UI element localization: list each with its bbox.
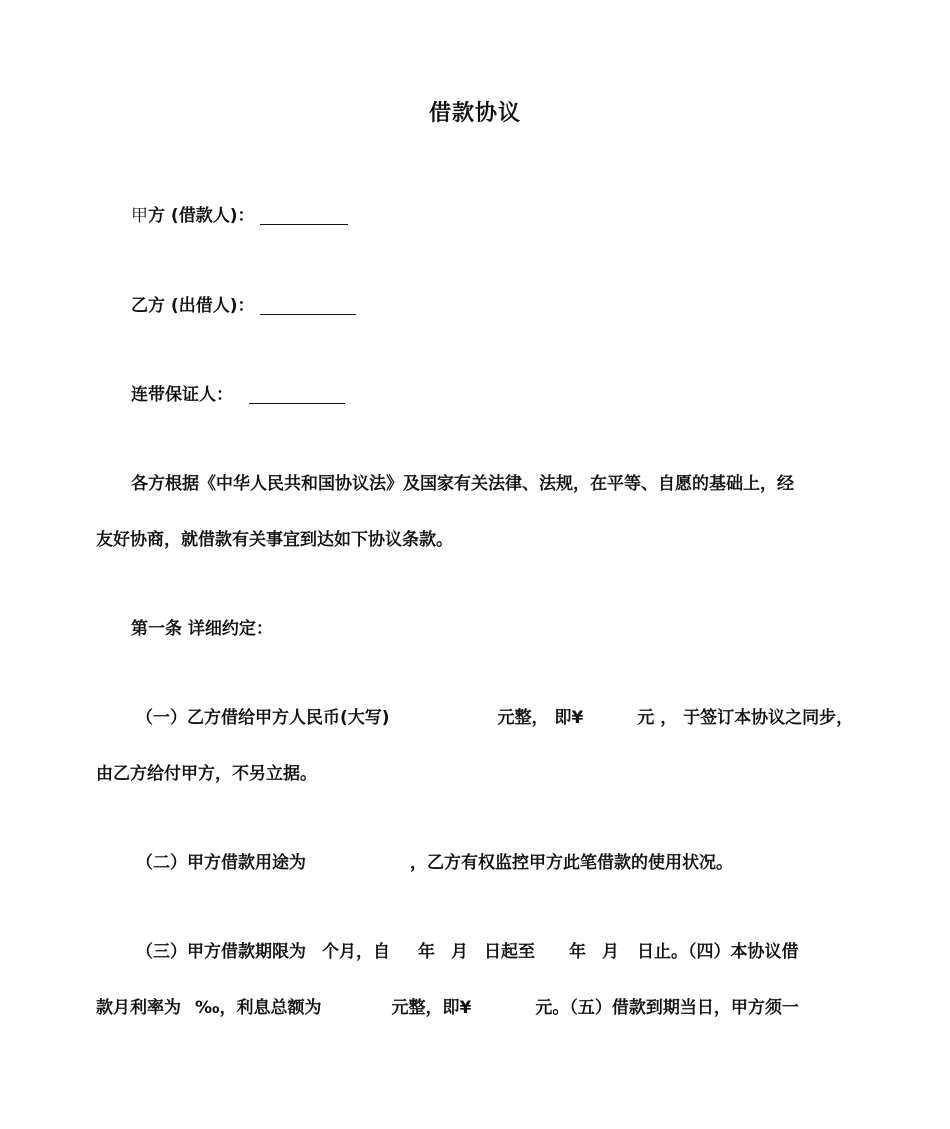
clause-4-p1: 款月利率为 [96, 998, 181, 1018]
clause-4-p2: ‰，利息总额为 [195, 998, 322, 1018]
clause-1-part-3: 元 ， 于签订本协议之同步， [637, 708, 854, 728]
clause-3-p8: 日止。（四）本协议借 [637, 942, 799, 962]
clause-3-p5: 日起至 [484, 942, 535, 962]
party-a-line [96, 204, 862, 228]
party-b-label: 乙方 (出借人)： [131, 296, 255, 316]
guarantor-blank[interactable] [249, 385, 345, 404]
clause-1-part-2: 元整， 即¥ [497, 708, 584, 728]
party-a-prefix: 甲 [131, 206, 148, 226]
clause-3-p3: 年 [418, 942, 435, 962]
clause-1-part-1: （一）乙方借给甲方人民币(大写) [136, 708, 390, 728]
document-title: 借款协议 [428, 101, 521, 126]
clause-3-p1: （三）甲方借款期限为 [136, 942, 306, 962]
clause-2-line [96, 851, 862, 875]
party-b-blank[interactable] [260, 296, 356, 315]
party-a-blank[interactable] [260, 206, 348, 225]
clause-3-p7: 月 [602, 942, 619, 962]
clause-3-p2: 个月，自 [322, 942, 390, 962]
clause-4-line [96, 996, 862, 1020]
intro-line-2: 友好协商，就借款有关事宜到达如下协议条款。 [96, 530, 453, 550]
clause-3-line [96, 940, 862, 964]
clause-2-part-1: （二）甲方借款用途为 [136, 853, 306, 873]
guarantor-label: 连带保证人： [131, 385, 233, 405]
guarantor-line [96, 383, 862, 407]
clause-3-p6: 年 [569, 942, 586, 962]
article-1-heading: 第一条 详细约定： [131, 619, 273, 639]
party-a-label: 方 (借款人)： [148, 206, 255, 226]
clause-3-p4: 月 [451, 942, 468, 962]
clause-2-part-2: ，乙方有权监控甲方此笔借款的使用状况。 [410, 853, 733, 873]
clause-4-p3: 元整，即¥ [391, 998, 472, 1018]
clause-1-line-2: 由乙方给付甲方，不另立据。 [96, 764, 317, 784]
clause-1-line-1 [96, 706, 862, 730]
clause-4-p4: 元。（五）借款到期当日，甲方须一 [535, 998, 799, 1018]
intro-line-1: 各方根据《中华人民共和国协议法》及国家有关法律、法规，在平等、自愿的基础上，经 [131, 474, 794, 494]
party-b-line [96, 294, 862, 318]
